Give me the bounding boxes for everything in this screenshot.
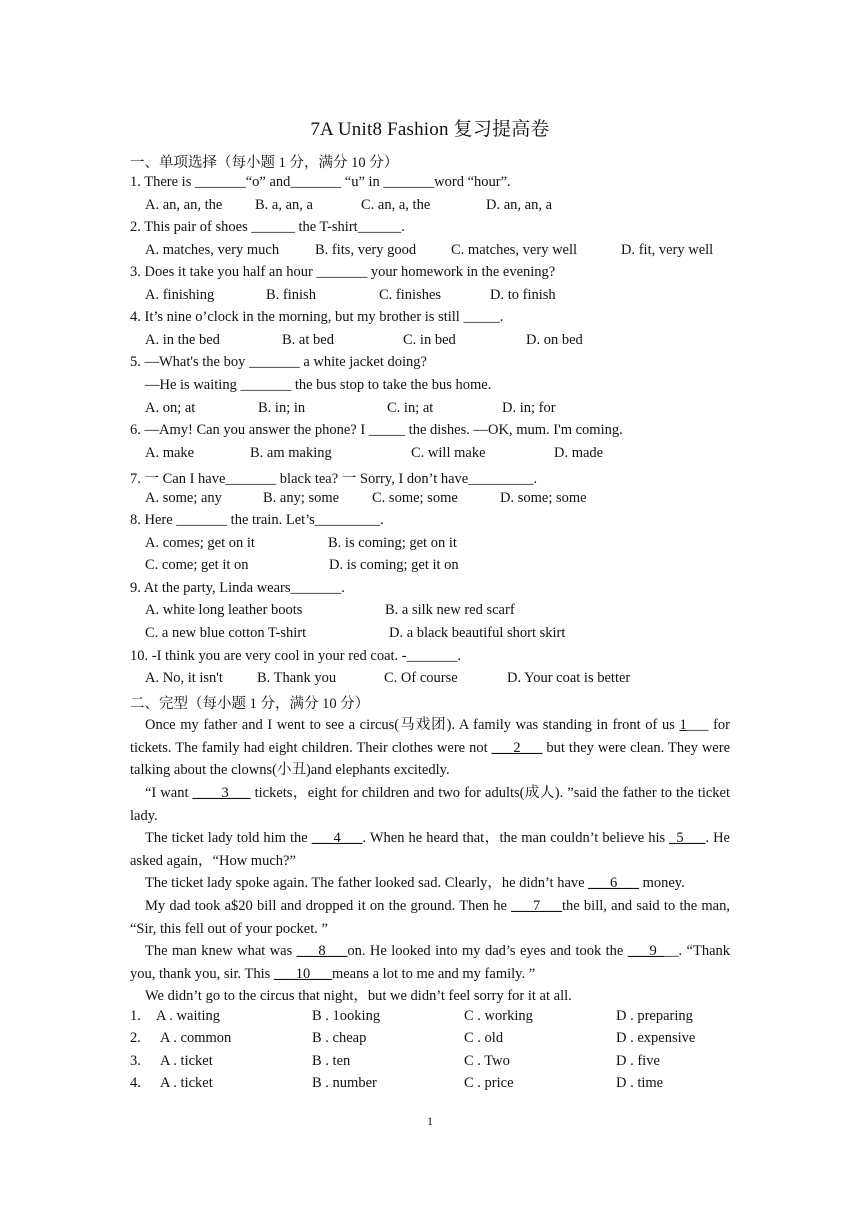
- option-b: B. any; some: [263, 490, 340, 506]
- option-c: C. an, a, the: [361, 197, 431, 213]
- cloze-paragraph-7: We didn’t go to the circus that night，but we didn’t feel sorry for it at all.: [145, 988, 572, 1004]
- option-d: D . expensive: [616, 1030, 696, 1046]
- option-b: B. Thank you: [257, 670, 337, 686]
- option-d: D. to finish: [490, 287, 556, 303]
- question-options: [145, 242, 745, 262]
- answer-number: 4.: [130, 1075, 141, 1091]
- cloze-paragraph-6: The man knew what was ___8___on. He looked into my dad’s eyes and took the ___9___. “Thank you, thank you, sir. This ___10___means a lot to me and my family. ”: [130, 943, 731, 982]
- answer-row: [130, 1030, 730, 1050]
- option-a: A. matches, very much: [145, 242, 280, 258]
- blank-3: ____3___: [192, 785, 251, 801]
- cloze-paragraph-5: My dad took a$20 bill and dropped it on the ground. Then he ___7___the bill, and said to the man, “Sir, this fell out of your pocket. ”: [130, 898, 730, 937]
- option-a: A. white long leather boots: [145, 602, 303, 618]
- option-c: C. in; at: [387, 400, 434, 416]
- option-a: A . waiting: [156, 1008, 221, 1024]
- blank-8: ___8___: [296, 943, 348, 959]
- section-heading-1: 一、单项选择（每小题 1 分，满分 10 分）: [130, 155, 399, 171]
- blank-5: _5___: [669, 830, 706, 846]
- option-b: B. in; in: [258, 400, 306, 416]
- question-options: [145, 625, 745, 645]
- question-stem: 9. At the party, Linda wears_______.: [130, 580, 345, 596]
- blank-10: ___10___: [273, 965, 332, 982]
- option-b: B. finish: [266, 287, 316, 303]
- question-options: [145, 602, 745, 622]
- page-title: 7A Unit8 Fashion 复习提高卷: [310, 119, 550, 140]
- answer-number: 2.: [130, 1030, 141, 1046]
- blank-9: ___9_: [627, 943, 664, 959]
- page-number: 1: [427, 1114, 433, 1128]
- option-a: A. No, it isn't: [145, 670, 223, 686]
- cloze-paragraph-3: The ticket lady told him the ___4___. When he heard that，the man couldn’t believe his _5___. He asked again，“How much?”: [130, 830, 730, 869]
- option-d: D. made: [554, 445, 604, 461]
- option-b: B . number: [312, 1075, 377, 1091]
- question-options: [145, 197, 745, 217]
- option-c: C. a new blue cotton T-shirt: [145, 625, 307, 641]
- cloze-paragraph-4: The ticket lady spoke again. The father looked sad. Clearly，he didn’t have ___6___ money.: [145, 875, 685, 891]
- option-d: D. an, an, a: [486, 197, 553, 213]
- option-c: C. some; some: [372, 490, 458, 506]
- option-d: D . time: [616, 1075, 664, 1091]
- option-c: C. matches, very well: [451, 242, 578, 258]
- option-c: C . price: [464, 1075, 514, 1091]
- question-stem: 3. Does it take you half an hour _______ your homework in the evening?: [130, 264, 556, 280]
- question-stem: 1. There is _______“o” and_______ “u” in _______word “hour”.: [130, 174, 511, 190]
- option-c: C. Of course: [384, 670, 458, 686]
- option-b: B . ten: [312, 1053, 351, 1069]
- option-b: B. a, an, a: [255, 197, 313, 213]
- option-b: B . 1ooking: [312, 1008, 381, 1024]
- option-b: B. a silk new red scarf: [385, 602, 515, 618]
- question-options: [145, 400, 745, 420]
- answer-row: [130, 1053, 730, 1073]
- option-a: A. some; any: [145, 490, 222, 506]
- section-heading-2: 二、完型（每小题 1 分，满分 10 分）: [130, 696, 370, 712]
- cloze-paragraph-2: “I want ____3___ tickets，eight for children and two for adults(成人). ”said the father to the ticket lady.: [130, 785, 730, 824]
- option-a: A. in the bed: [145, 332, 220, 348]
- blank-1: 1: [679, 717, 687, 733]
- option-c: C. come; get it on: [145, 557, 249, 573]
- option-d: D. is coming; get it on: [329, 557, 459, 573]
- blank-4: ___4___: [311, 830, 363, 846]
- option-a: A . common: [160, 1030, 232, 1046]
- option-d: D. a black beautiful short skirt: [389, 625, 566, 641]
- option-b: B. am making: [250, 445, 332, 461]
- question-options: [145, 445, 745, 465]
- question-stem: 7. 一 Can I have_______ black tea? 一 Sorry, I don’t have_________.: [130, 471, 538, 487]
- option-a: A. on; at: [145, 400, 196, 416]
- question-stem: 4. It’s nine o’clock in the morning, but my brother is still _____.: [130, 309, 504, 325]
- question-options: [145, 287, 745, 307]
- answer-row: [130, 1008, 730, 1028]
- option-d: D. in; for: [502, 400, 556, 416]
- option-c: C. will make: [411, 445, 486, 461]
- option-c: C . Two: [464, 1053, 510, 1069]
- option-a: A . ticket: [160, 1053, 213, 1069]
- option-b: B. is coming; get on it: [328, 535, 457, 551]
- answer-number: 3.: [130, 1053, 141, 1069]
- option-d: D . five: [616, 1053, 660, 1069]
- question-options: [145, 490, 745, 510]
- option-a: A . ticket: [160, 1075, 213, 1091]
- option-c: C. finishes: [379, 287, 442, 303]
- option-c: C. in bed: [403, 332, 456, 348]
- cloze-paragraph-1: Once my father and I went to see a circus(马戏团). A family was standing in front of us 1___ for tickets. The family had eight children. Their clothes were not ___2___ but they were clean. They were talking about the clowns(小丑)and elephants excitedly.: [130, 717, 731, 778]
- option-a: A. make: [145, 445, 195, 461]
- option-a: A. finishing: [145, 287, 215, 303]
- option-b: B . cheap: [312, 1030, 367, 1046]
- question-options: [145, 535, 745, 555]
- option-d: D. Your coat is better: [507, 670, 631, 686]
- option-d: D. fit, very well: [621, 242, 714, 258]
- option-d: D . preparing: [616, 1008, 693, 1024]
- option-b: B. at bed: [282, 332, 334, 348]
- question-options: [145, 557, 745, 577]
- question-options: [145, 670, 745, 690]
- option-a: A. comes; get on it: [145, 535, 255, 551]
- option-d: D. some; some: [500, 490, 587, 506]
- option-a: A. an, an, the: [145, 197, 223, 213]
- question-stem: 2. This pair of shoes ______ the T-shirt______.: [130, 219, 405, 235]
- question-stem: 5. —What's the boy _______ a white jacket doing?: [130, 354, 427, 370]
- answer-row: [130, 1075, 730, 1095]
- answer-number: 1.: [130, 1008, 141, 1024]
- question-options: [145, 332, 745, 352]
- blank-6: ___6___: [588, 875, 639, 891]
- question-stem: 10. -I think you are very cool in your red coat. -_______.: [130, 648, 461, 664]
- blank-2: ___2___: [491, 739, 543, 756]
- question-stem: 8. Here _______ the train. Let’s_________.: [130, 512, 384, 528]
- option-c: C . old: [464, 1030, 504, 1046]
- blank-7: ___7___: [511, 898, 562, 914]
- option-b: B. fits, very good: [315, 242, 417, 258]
- question-stem-reply: —He is waiting _______ the bus stop to take the bus home.: [145, 377, 492, 393]
- question-stem: 6. —Amy! Can you answer the phone? I _____ the dishes. —OK, mum. I'm coming.: [130, 422, 623, 438]
- option-d: D. on bed: [526, 332, 583, 348]
- option-c: C . working: [464, 1008, 533, 1024]
